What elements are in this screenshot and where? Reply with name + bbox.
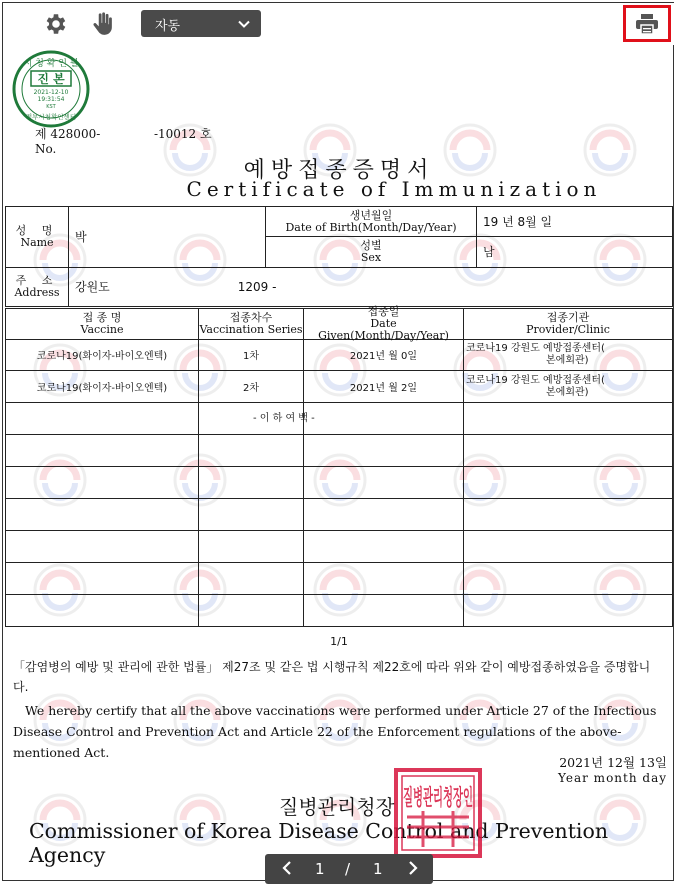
doc-no-label: No.	[35, 142, 57, 156]
clinic-header	[463, 308, 673, 340]
address-label-cell	[5, 267, 69, 307]
name-label-cell	[5, 206, 69, 268]
issue-date-en: Year month day	[558, 771, 667, 785]
chevron-down-icon	[237, 17, 251, 31]
empty-cell	[6, 563, 199, 594]
next-page-button[interactable]	[407, 860, 419, 880]
empty-cell	[464, 531, 673, 562]
table-row	[5, 371, 673, 403]
sex-value-cell	[476, 236, 673, 268]
dob-value-cell	[476, 206, 673, 237]
sex-label-kr: 성별	[360, 239, 382, 252]
verification-seal	[11, 49, 91, 129]
empty-cell	[464, 435, 673, 466]
clinic-header-kr: 접종기관	[546, 311, 590, 324]
hand-icon[interactable]	[89, 11, 115, 37]
empty-cell	[6, 435, 199, 466]
empty-cell	[6, 467, 199, 498]
name-value: 박	[75, 230, 87, 244]
vaccine-header-en: Vaccine	[80, 323, 124, 336]
date-header	[303, 305, 464, 342]
name-label-kr: 성 명	[15, 224, 59, 237]
clinic-header-en: Provider/Clinic	[526, 323, 610, 336]
name-label-en: Name	[20, 236, 54, 249]
sex-label-cell	[265, 236, 477, 268]
empty-cell	[304, 403, 464, 434]
document-viewer	[2, 2, 674, 881]
empty-cell	[304, 435, 464, 466]
row-clinic-line2: 본에회관)	[546, 386, 589, 398]
blank-marker: - 이 하 여 백 -	[253, 413, 315, 424]
table-row-empty	[5, 467, 673, 499]
certification-text-kr: 「감염병의 예방 및 관리에 관한 법률」 제27조 및 같은 법 시행규칙 제22호에 따라 위와 같이 예방접종하였음을 증명합니다.	[13, 660, 651, 694]
viewer-toolbar	[3, 3, 675, 45]
page-separator: /	[345, 860, 351, 878]
address-value-detail: 1209 -	[237, 280, 277, 294]
empty-cell	[304, 499, 464, 530]
title-korean: 예방접종증명서	[243, 158, 435, 183]
date-header-en: Date Given(Month/Day/Year)	[318, 317, 449, 342]
gear-icon[interactable]	[43, 11, 69, 37]
series-header-kr: 접종차수	[229, 311, 273, 324]
seal-center-text: 진 본	[37, 72, 65, 86]
chevron-left-icon	[281, 860, 293, 876]
row-series: 2차	[199, 371, 304, 402]
printer-icon	[635, 13, 659, 35]
empty-cell	[199, 499, 304, 530]
certification-text-en: We hereby certify that all the above vaccinations were performed under Article 27 of the Infectious Disease Control and Prevention Act and Article 22 of the Enforcement regulations of the above-mentioned Act.	[13, 703, 657, 760]
series-header	[198, 308, 304, 340]
address-value-cell	[68, 267, 673, 307]
dob-value: 19 년 8월 일	[483, 214, 553, 229]
table-row	[5, 339, 673, 371]
seal-date: 2021-12-10	[33, 89, 69, 96]
empty-cell	[6, 595, 199, 626]
dob-label-cell	[265, 206, 477, 237]
row-clinic	[464, 339, 673, 370]
official-stamp	[393, 767, 552, 859]
current-page[interactable]: 1	[315, 860, 325, 878]
row-clinic-line2: 본에회관)	[546, 354, 589, 366]
zoom-select[interactable]	[141, 10, 261, 37]
seal-bottom-text: 정부시청확인센터	[25, 113, 77, 121]
zoom-select-value: 자동	[155, 19, 181, 34]
row-vaccine: 코로나19(화이자-바이오엔텍)	[6, 339, 199, 370]
table-row-empty	[5, 499, 673, 531]
table-row-empty	[5, 435, 673, 467]
empty-cell	[464, 467, 673, 498]
empty-cell	[304, 531, 464, 562]
vaccine-header-kr: 접 종 명	[82, 311, 122, 324]
row-clinic	[464, 371, 673, 402]
title-english: Certificate of Immunization	[186, 177, 602, 201]
row-vaccine: 코로나19(화이자-바이오엔텍)	[6, 371, 199, 402]
date-header-kr: 접종일	[367, 305, 400, 318]
prev-page-button[interactable]	[281, 860, 293, 880]
doc-no-suffix: -10012 호	[153, 127, 212, 141]
empty-cell	[464, 595, 673, 626]
empty-cell	[304, 595, 464, 626]
series-header-en: Vaccination Series	[199, 323, 303, 336]
name-value-cell	[68, 206, 266, 268]
sex-label-en: Sex	[360, 251, 382, 264]
dob-label-kr: 생년월일	[349, 208, 393, 222]
empty-cell	[6, 403, 199, 434]
address-label-kr: 주 소	[15, 274, 59, 287]
total-pages: 1	[373, 860, 383, 878]
sex-value: 남	[483, 245, 495, 259]
table-row-empty	[5, 595, 673, 627]
chevron-right-icon	[407, 860, 419, 876]
empty-cell	[199, 435, 304, 466]
row-clinic-line1: 코로나19 강원도 예방접종센터(	[466, 342, 605, 354]
row-clinic-line1: 코로나19 강원도 예방접종센터(	[466, 374, 605, 386]
empty-cell	[6, 531, 199, 562]
empty-cell	[304, 467, 464, 498]
stamp-text: 질병관리청장인	[403, 786, 552, 811]
address-label-en: Address	[14, 286, 60, 299]
issuer-kr: 질병관리청장	[279, 795, 395, 819]
table-row-empty	[5, 403, 673, 435]
empty-cell	[199, 595, 304, 626]
row-date: 2021년 월 0일	[304, 339, 464, 370]
empty-cell	[304, 563, 464, 594]
row-date: 2021년 월 2일	[304, 371, 464, 402]
issue-date: 2021년 12월 13일	[559, 755, 667, 770]
table-row-empty	[5, 531, 673, 563]
empty-cell	[464, 499, 673, 530]
dob-label-en: Date of Birth(Month/Day/Year)	[285, 220, 457, 234]
empty-cell	[199, 531, 304, 562]
page-indicator: 1/1	[330, 635, 348, 648]
print-button[interactable]	[623, 5, 671, 42]
seal-ring-text: 시 청 확 인 필	[23, 59, 79, 69]
empty-cell	[464, 403, 673, 434]
seal-time: 19:31:54	[37, 96, 65, 103]
empty-cell	[199, 563, 304, 594]
empty-cell	[6, 499, 199, 530]
row-series: 1차	[199, 339, 304, 370]
doc-no-prefix: 제 428000-	[35, 127, 101, 141]
table-row-empty	[5, 563, 673, 595]
empty-cell	[199, 467, 304, 498]
empty-cell	[464, 563, 673, 594]
vaccine-header	[5, 308, 199, 340]
page-navigator	[265, 854, 433, 884]
seal-tz: KST	[46, 104, 56, 110]
issuer-en: Commissioner of Korea Disease Control and Prevention Agency	[29, 819, 609, 867]
address-value: 강원도	[75, 280, 110, 294]
